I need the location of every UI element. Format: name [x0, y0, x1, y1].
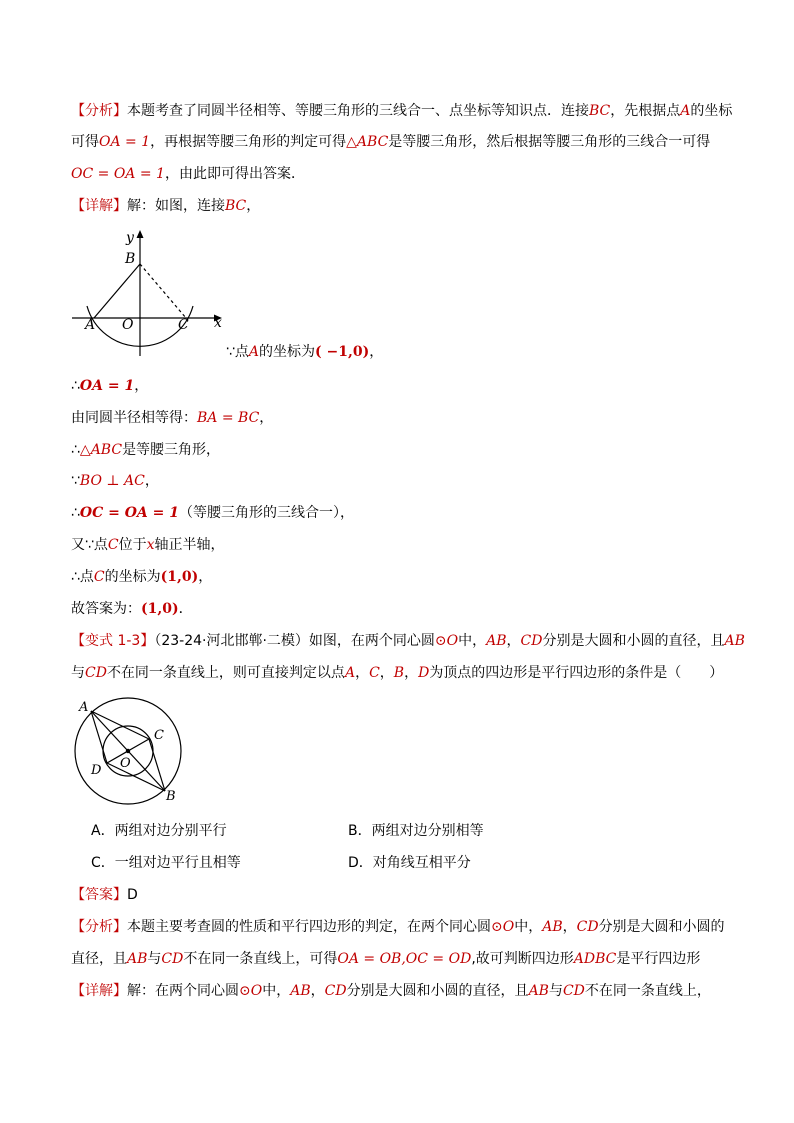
analysis-tag: 【分析】: [71, 103, 127, 119]
label-o: O: [120, 756, 131, 771]
step-8: ∴点C的坐标为(1,0)，: [71, 569, 213, 585]
question-line-1: 【变式 1-3】（23-24·河北邯郸·二模）如图，在两个同心圆⊙O中，AB，CD分别是大圆和小圆的直径，且AB: [71, 633, 745, 649]
option-a[interactable]: A．两组对边分别平行: [91, 823, 227, 839]
analysis2-line-1: 【分析】本题主要考查圆的性质和平行四边形的判定，在两个同心圆⊙O中，AB，CD分别是大圆和小圆的: [71, 919, 725, 935]
step-3: 由同圆半径相等得：BA = BC，: [71, 410, 274, 426]
segment-ab: [94, 264, 140, 318]
step-1: ∵点A的坐标为( −1,0)，: [226, 344, 384, 360]
y-axis-arrow: [137, 230, 144, 238]
label-y: y: [126, 230, 134, 246]
label-b: B: [125, 251, 136, 267]
detail-tag: 【详解】: [71, 198, 127, 214]
variant-tag: 【变式 1-3】: [71, 633, 155, 649]
label-b: B: [166, 789, 176, 804]
answer-value: D: [127, 887, 138, 903]
question-line-2: 与CD不在同一条直线上，则可直接判定以点A，C，B，D为顶点的四边形是平行四边形的条件是（ ）: [71, 665, 724, 681]
label-c: C: [154, 728, 164, 743]
analysis2-line-2: 直径，且AB与CD不在同一条直线上，可得OA = OB,OC = OD,故可判断四边形ADBC是平行四边形: [71, 951, 701, 967]
option-c[interactable]: C．一组对边平行且相等: [91, 855, 241, 871]
answer-line: [71, 885, 731, 905]
label-a: A: [85, 317, 96, 333]
step-7: 又∵点C位于x轴正半轴，: [71, 537, 225, 553]
answer-tag: 【答案】: [71, 887, 127, 903]
center-dot: [126, 749, 130, 753]
detail2-line-1: 【详解】解：在两个同心圆⊙O中，AB，CD分别是大圆和小圆的直径，且AB与CD不在同一条直线上，: [71, 983, 711, 999]
step-5: ∵BO ⊥ AC，: [71, 473, 159, 489]
label-x: x: [214, 315, 222, 331]
label-a: A: [79, 700, 89, 715]
option-d[interactable]: D．对角线互相平分: [348, 855, 471, 871]
segment-bc: [140, 264, 186, 318]
coordinate-figure: [68, 226, 228, 358]
segment-bd: [107, 763, 165, 791]
step-4: ∴△ABC是等腰三角形，: [71, 442, 221, 458]
analysis-line-2: 可得OA = 1，再根据等腰三角形的判定可得△ABC是等腰三角形，然后根据等腰三角形的三线合一可得: [71, 134, 711, 150]
analysis-line-1: 【分析】本题考查了同圆半径相等、等腰三角形的三线合一、点坐标等知识点．连接BC，先根据点A的坐标: [71, 103, 733, 119]
option-b[interactable]: B．两组对边分别相等: [348, 823, 484, 839]
analysis-line-3: OC = OA = 1，由此即可得出答案．: [71, 166, 305, 182]
step-6: ∴OC = OA = 1（等腰三角形的三线合一），: [71, 505, 355, 521]
label-c: C: [178, 317, 189, 333]
detail-line-1: 【详解】解：如图，连接BC，: [71, 198, 261, 214]
concentric-circles-figure: [68, 696, 190, 808]
label-d: D: [91, 763, 102, 778]
segment-ac: [91, 711, 149, 739]
step-2: ∴OA = 1，: [71, 378, 149, 394]
step-9: 故答案为：(1,0)．: [71, 601, 193, 617]
label-o: O: [122, 317, 134, 333]
